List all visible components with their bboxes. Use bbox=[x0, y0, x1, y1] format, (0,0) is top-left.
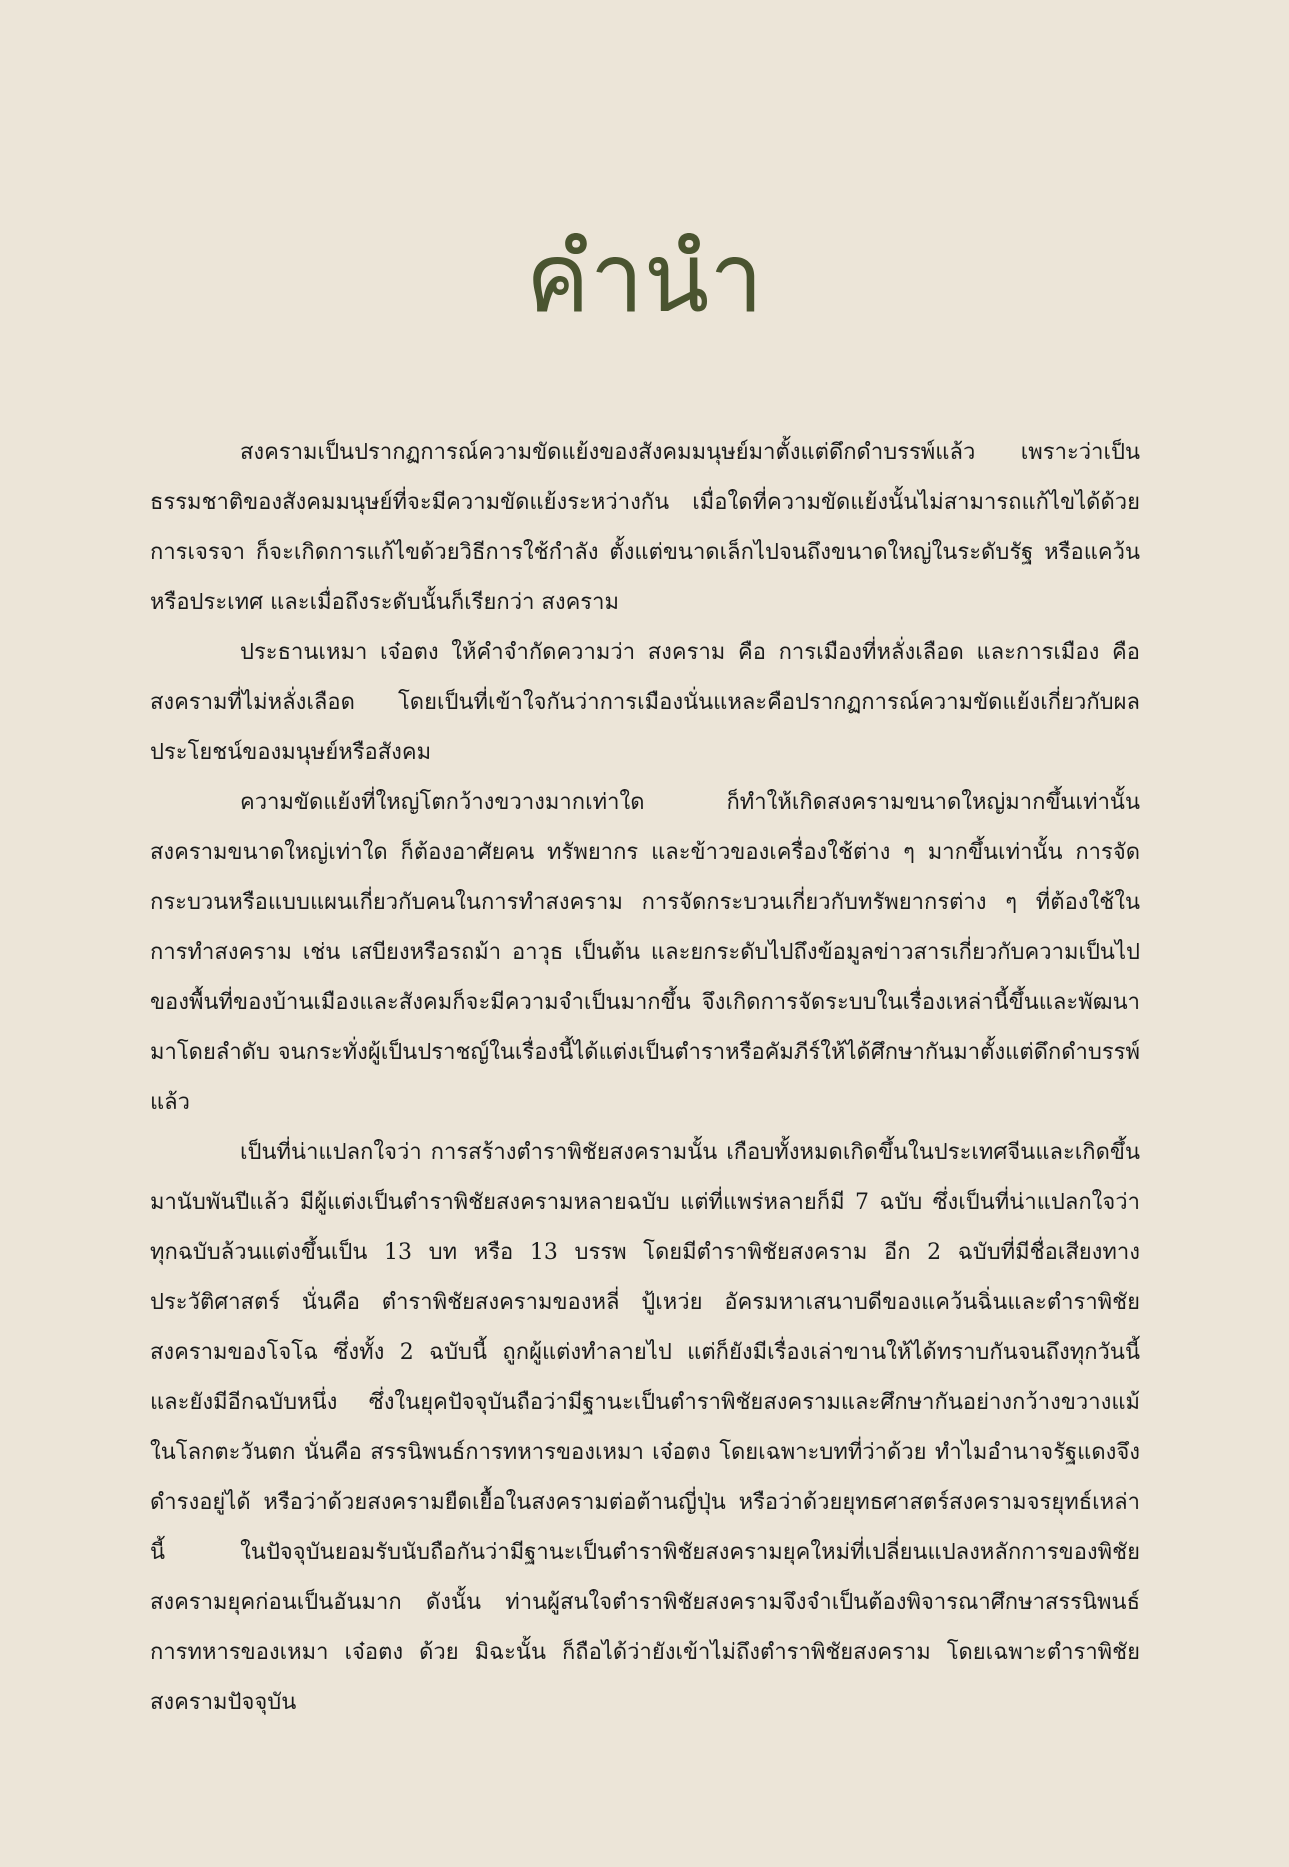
paragraph-1: สงครามเป็นปรากฏการณ์ความขัดแย้งของสังคมมนุษย์มาตั้งแต่ดึกดำบรรพ์แล้ว เพราะว่าเป็นธรรมชาติของสังคมมนุษย์ที่จะมีความขัดแย้งระหว่างกัน เมื่อใดที่ความขัดแย้งนั้นไม่สามารถแก้ไขได้ด้วยการเจรจา ก็จะเกิดการแก้ไขด้วยวิธีการใช้กำลัง ตั้งแต่ขนาดเล็กไปจนถึงขนาดใหญ่ในระดับรัฐ หรือแคว้น หรือประเทศ และเมื่อถึงระดับนั้นก็เรียกว่า สงคราม bbox=[150, 440, 1140, 615]
paragraph-2: ประธานเหมา เจ๋อตง ให้คำจำกัดความว่า สงคราม คือ การเมืองที่หลั่งเลือด และการเมือง คือ สงครามที่ไม่หลั่งเลือด โดยเป็นที่เข้าใจกันว่าการเมืองนั่นแหละคือปรากฏการณ์ความขัดแย้งเกี่ยวกับผลประโยชน์ของมนุษย์หรือสังคม bbox=[150, 640, 1140, 765]
paragraph-4: เป็นที่น่าแปลกใจว่า การสร้างตำราพิชัยสงครามนั้น เกือบทั้งหมดเกิดขึ้นในประเทศจีนและเกิดขึ้นมานับพันปีแล้ว มีผู้แต่งเป็นตำราพิชัยสงครามหลายฉบับ แต่ที่แพร่หลายก็มี 7 ฉบับ ซึ่งเป็นที่น่าแปลกใจว่าทุกฉบับล้วนแต่งขึ้นเป็น 13 บท หรือ 13 บรรพ โดยมีตำราพิชัยสงคราม อีก 2 ฉบับที่มีชื่อเสียงทางประวัติศาสตร์ นั่นคือ ตำราพิชัยสงครามของหลี่ ปู้เหว่ย อัครมหาเสนาบดีของแคว้นฉิ่นและตำราพิชัยสงครามของโจโฉ ซึ่งทั้ง 2 ฉบับนี้ ถูกผู้แต่งทำลายไป แต่ก็ยังมีเรื่องเล่าขานให้ได้ทราบกันจนถึงทุกวันนี้ และยังมีอีกฉบับหนึ่ง ซึ่งในยุคปัจจุบันถือว่ามีฐานะเป็นตำราพิชัยสงครามและศึกษากันอย่างกว้างขวางแม้ในโลกตะวันตก นั่นคือ สรรนิพนธ์การทหารของเหมา เจ๋อตง โดยเฉพาะบทที่ว่าด้วย ทำไมอำนาจรัฐแดงจึงดำรงอยู่ได้ หรือว่าด้วยสงครามยืดเยื้อในสงครามต่อต้านญี่ปุ่น หรือว่าด้วยยุทธศาสตร์สงครามจรยุทธ์เหล่านี้ ในปัจจุบันยอมรับนับถือกันว่ามีฐานะเป็นตำราพิชัยสงครามยุคใหม่ที่เปลี่ยนแปลงหลักการของพิชัยสงครามยุคก่อนเป็นอันมาก ดังนั้น ท่านผู้สนใจตำราพิชัยสงครามจึงจำเป็นต้องพิจารณาศึกษาสรรนิพนธ์การทหารของเหมา เจ๋อตง ด้วย มิฉะนั้น ก็ถือได้ว่ายังเข้าไม่ถึงตำราพิชัยสงคราม โดยเฉพาะตำราพิชัยสงครามปัจจุบัน bbox=[150, 1140, 1140, 1715]
paragraph-3: ความขัดแย้งที่ใหญ่โตกว้างขวางมากเท่าใด ก็ทำให้เกิดสงครามขนาดใหญ่มากขึ้นเท่านั้น สงครามขนาดใหญ่เท่าใด ก็ต้องอาศัยคน ทรัพยากร และข้าวของเครื่องใช้ต่าง ๆ มากขึ้นเท่านั้น การจัดกระบวนหรือแบบแผนเกี่ยวกับคนในการทำสงคราม การจัดกระบวนเกี่ยวกับทรัพยากรต่าง ๆ ที่ต้องใช้ในการทำสงคราม เช่น เสบียงหรือรถม้า อาวุธ เป็นต้น และยกระดับไปถึงข้อมูลข่าวสารเกี่ยวกับความเป็นไปของพื้นที่ของบ้านเมืองและสังคมก็จะมีความจำเป็นมากขึ้น จึงเกิดการจัดระบบในเรื่องเหล่านี้ขึ้นและพัฒนามาโดยลำดับ จนกระทั่งผู้เป็นปราชญ์ในเรื่องนี้ได้แต่งเป็นตำราหรือคัมภีร์ให้ได้ศึกษากันมาตั้งแต่ดึกดำบรรพ์แล้ว bbox=[150, 790, 1140, 1115]
page-title: คำนำ bbox=[525, 222, 764, 334]
preface-body bbox=[150, 428, 1140, 1728]
